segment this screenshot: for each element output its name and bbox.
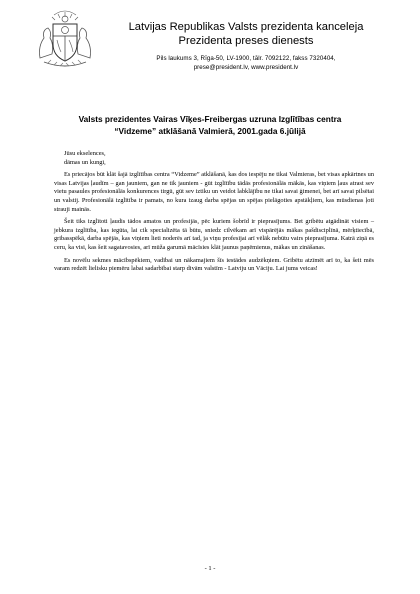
greeting-line-1: Jūsu ekselences,: [64, 150, 106, 157]
page-number: - 1 -: [204, 565, 216, 572]
title-line-1: Valsts prezidentes Vairas Vīķes-Freibergas uzruna Izglītības centra: [78, 114, 342, 124]
paragraph-3: Es novēlu sekmes mācībspēkiem, vadībai un nākamajiem šīs iestādes audzēkņiem. Gribētu atzīmēt arī to, ka šeit mēs varam redzēt lielisku piemēru labai sadarbībai starp divām valstīm - Latviju un Vāciju. Lai jums veicas!: [54, 256, 374, 273]
document-title: [20, 113, 400, 137]
latvian-coat-of-arms-icon: [34, 8, 96, 70]
contact-info: [96, 54, 396, 72]
department-name: Prezidenta preses dienests: [178, 35, 314, 47]
address-line: Pils laukums 3, Rīga-50, LV-1900, tālr. 7092122, fakss 7320404,: [156, 55, 336, 62]
title-line-2: “Vidzeme” atklāšanā Valmierā, 2001.gada 6.jūlijā: [114, 126, 306, 136]
greeting-line-2: dāmas un kungi,: [64, 158, 106, 166]
speech-body: [54, 150, 374, 274]
organization-name: Latvijas Republikas Valsts prezidenta kanceleja: [128, 21, 364, 33]
email-web-line: prese@president.lv, www.president.lv: [193, 64, 299, 71]
paragraph-1: Es priecājos būt klāt šajā izglītības centra “Vidzeme” atklāšanā, kas dos iespēju ne tikai Valmieras, bet visas apkārtnes un visas Latvijas ļaudīm – gan jauniem, gan ne tik jauniem - gūt izglītību tādās profesionālās mākās, kas viņiem ļaus atrast sev vietu pasaules profesionālās konkurences tirgū, gūt sev iztiku un veidot labklājību ne tikai savai ģimenei, bet arī savai pilsētai un valstij. Profesionālā izglītība ir pamats, no kura izaug darba spējas un spējas pielāgoties apstākļiem, kas mūsdienas ļoti strauji mainās.: [54, 171, 374, 213]
paragraph-2: Šeit tiks izglītoti ļaudis tādos amatos un profesijās, pēc kuriem šobrīd ir pieprasījums. Bet gribētu atgādināt visiem – jebkura izglītība, kas iegūta, lai cik specializēta tā būtu, sniedz cilvēkam arī vispārējās mākas pašdisciplīnā, mērķtiecībā, gribasspēkā, darba spējās, kas viņiem lieti noderēs arī tad, ja viņu profesijai arī vēlāk nebūtu vairs pieprasījuma. Katrā ziņā es ceru, ka visi, kas šeit sagatavosies, arī mūža garumā mācīsies klāt jaunus paņēmienus, mākas un zināšanas.: [54, 218, 374, 251]
letterhead: [96, 20, 396, 72]
